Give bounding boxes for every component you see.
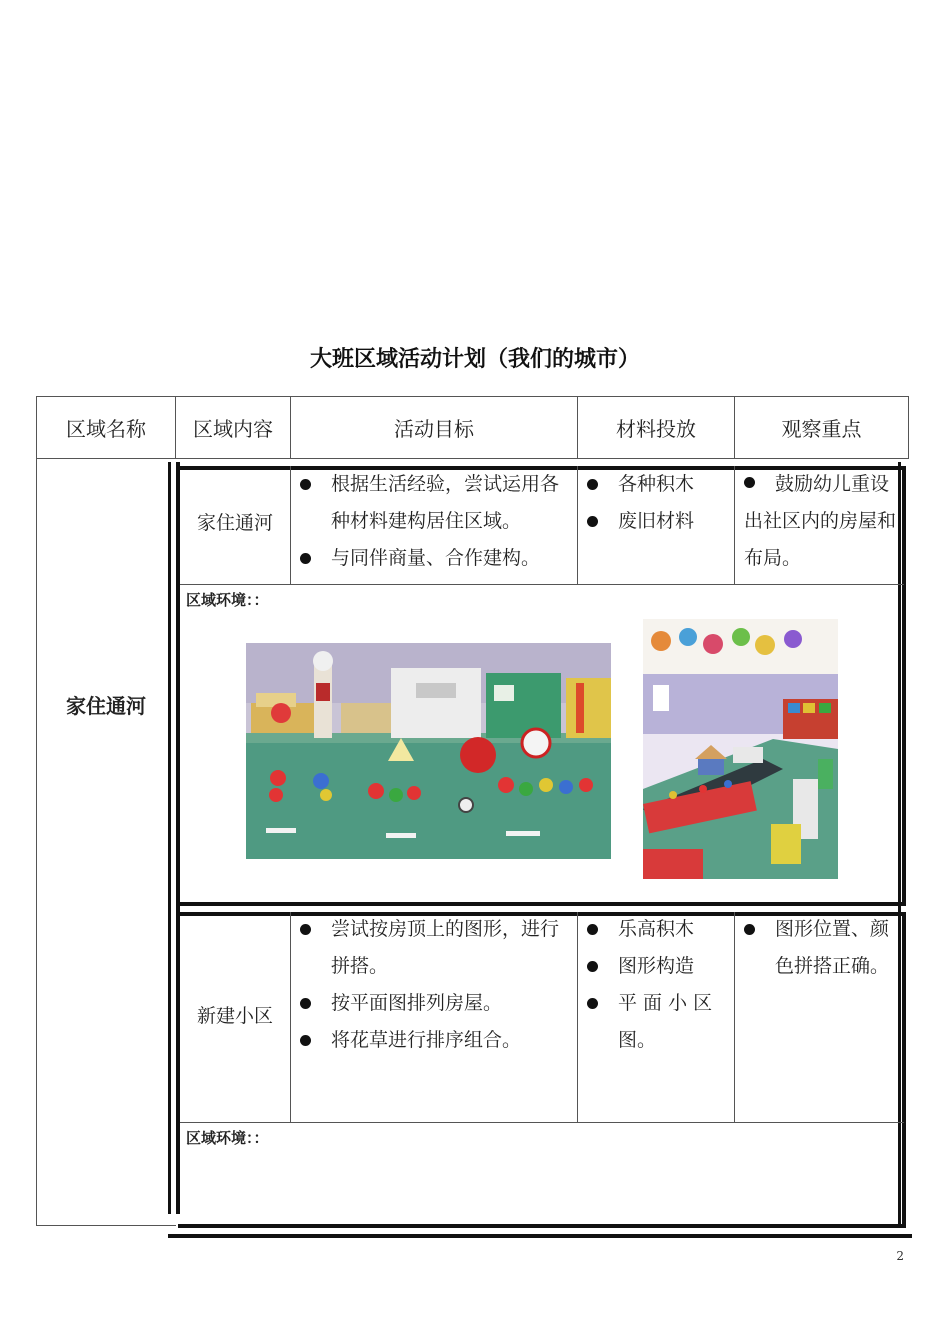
header-activity-goal: 活动目标 (394, 417, 474, 441)
list-item (300, 540, 572, 577)
bullet-icon (300, 924, 311, 935)
row2-col-divider-3 (734, 912, 735, 1122)
material-text: 废旧材料 (618, 510, 695, 532)
row2-environment-label: 区域环境：： (186, 1129, 269, 1147)
block-city-photo (246, 643, 611, 859)
row1-environment-label: 区域环境：： (186, 591, 269, 609)
bullet-icon (744, 924, 755, 935)
bullet-icon (587, 998, 598, 1009)
classroom-city-photo-illustration (643, 619, 838, 879)
list-item (744, 911, 900, 985)
row2-col-divider-2 (577, 912, 578, 1122)
table-right-border (908, 396, 909, 458)
list-item (587, 985, 729, 1059)
header-materials: 材料投放 (616, 417, 696, 441)
table-bottom-border (36, 1225, 176, 1226)
row1-col-divider-2 (577, 466, 578, 584)
list-item (300, 911, 572, 985)
table-left-border (36, 396, 37, 1226)
bullet-icon (587, 961, 598, 972)
area-name-cell: 家住通河 (66, 694, 146, 718)
bullet-icon (587, 516, 598, 527)
bullet-icon (300, 479, 311, 490)
list-item (587, 911, 729, 948)
row1-col-divider-3 (734, 466, 735, 584)
bullet-icon (744, 477, 755, 488)
block-city-photo-illustration (246, 643, 611, 859)
bullet-icon (300, 998, 311, 1009)
header-area-name: 区域名称 (66, 417, 146, 441)
list-item (587, 466, 729, 503)
material-text: 各种积木 (618, 473, 695, 495)
bullet-icon (587, 479, 598, 490)
row1-divider (180, 584, 904, 585)
list-item (587, 948, 729, 985)
bullet-icon (300, 553, 311, 564)
page-number: 2 (896, 1249, 904, 1263)
header-observation: 观察重点 (781, 417, 862, 441)
goal-text: 尝试按房顶上的图形，进行拼搭。 (331, 918, 560, 977)
row2-col-divider-1 (290, 912, 291, 1122)
row2-goals (300, 911, 572, 1059)
thick-border-bottom (168, 1234, 912, 1238)
bullet-icon (300, 1035, 311, 1046)
row1-observation (744, 466, 900, 577)
row2-materials (587, 911, 729, 1059)
list-item (300, 985, 572, 1022)
row2-content: 新建小区 (196, 1005, 273, 1027)
row2-observation (744, 911, 900, 985)
row1-goals (300, 466, 572, 577)
material-text: 图形构造 (618, 955, 695, 977)
material-text: 平 面 小 区 图。 (618, 992, 713, 1051)
bullet-icon (587, 924, 598, 935)
goal-text: 将花草进行排序组合。 (331, 1029, 522, 1051)
page-title: 大班区域活动计划（我们的城市） (309, 347, 640, 372)
goal-text: 根据生活经验，尝试运用各种材料建构居住区域。 (331, 473, 560, 532)
list-item (300, 466, 572, 540)
observation-text: 图形位置、颜色拼搭正确。 (775, 918, 890, 977)
header-area-content: 区域内容 (193, 417, 273, 441)
row2-divider (180, 1122, 904, 1123)
observation-text: 鼓励幼儿重设出社区内的房屋和布局。 (744, 473, 897, 569)
material-text: 乐高积木 (618, 918, 695, 940)
header-bottom-border (36, 458, 909, 459)
list-item (587, 503, 729, 540)
goal-text: 与同伴商量、合作建构。 (331, 547, 541, 569)
row1-content: 家住通河 (196, 512, 273, 534)
classroom-city-photo (643, 619, 838, 879)
goal-text: 按平面图排列房屋。 (331, 992, 503, 1014)
thick-border-left-outer (168, 462, 171, 1214)
row1-materials (587, 466, 729, 540)
list-item (300, 1022, 572, 1059)
row1-col-divider-1 (290, 466, 291, 584)
